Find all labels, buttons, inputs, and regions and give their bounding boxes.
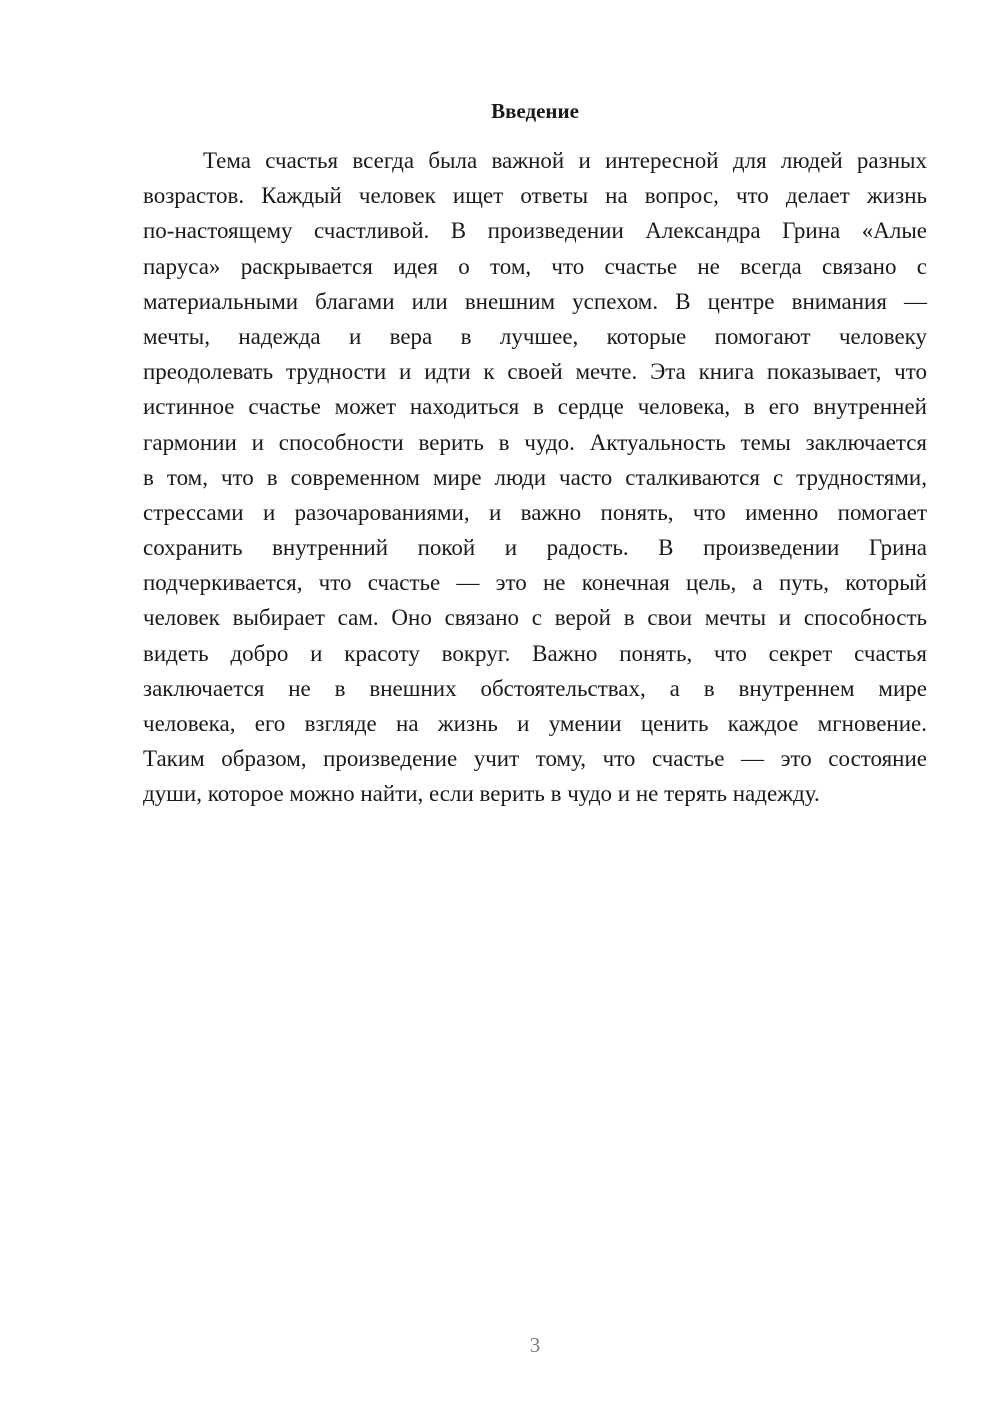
intro-paragraph (143, 143, 927, 812)
paragraph-line: паруса» раскрывается идея о том, что счастье не всегда связано с (143, 253, 927, 279)
paragraph-line: Тема счастья всегда была важной и интересной для людей разных (203, 148, 927, 173)
paragraph-line: подчеркивается, что счастье — это не конечная цель, а путь, который (143, 570, 927, 596)
section-heading: Введение (491, 99, 579, 123)
paragraph-line: души, которое можно найти, если верить в чудо и не терять надежду. (143, 781, 820, 807)
paragraph-line: гармонии и способности верить в чудо. Актуальность темы заключается (143, 429, 927, 455)
paragraph-line: материальными благами или внешним успехом. В центре внимания — (143, 288, 927, 314)
paragraph-line: возрастов. Каждый человек ищет ответы на вопрос, что делает жизнь (143, 183, 927, 209)
paragraph-line: мечты, надежда и вера в лучшее, которые помогают человеку (143, 323, 927, 349)
page-number: 3 (529, 1333, 541, 1357)
paragraph-line: стрессами и разочарованиями, и важно понять, что именно помогает (143, 499, 927, 525)
paragraph-line: человека, его взгляде на жизнь и умении ценить каждое мгновение. (143, 711, 927, 736)
paragraph-line: человек выбирает сам. Оно связано с верой в свои мечты и способность (143, 605, 927, 631)
paragraph-line: по-настоящему счастливой. В произведении Александра Грина «Алые (143, 218, 927, 244)
paragraph-line: заключается не в внешних обстоятельствах, а в внутреннем мире (143, 675, 927, 701)
paragraph-line: сохранить внутренний покой и радость. В произведении Грина (143, 535, 927, 561)
paragraph-line: преодолевать трудности и идти к своей мечте. Эта книга показывает, что (143, 359, 927, 385)
paragraph-line: истинное счастье может находиться в сердце человека, в его внутренней (143, 394, 927, 420)
paragraph-line: Таким образом, произведение учит тому, что счастье — это состояние (143, 746, 927, 772)
paragraph-line: видеть добро и красоту вокруг. Важно понять, что секрет счастья (143, 640, 927, 666)
paragraph-line: в том, что в современном мире люди часто сталкиваются с трудностями, (143, 464, 927, 490)
